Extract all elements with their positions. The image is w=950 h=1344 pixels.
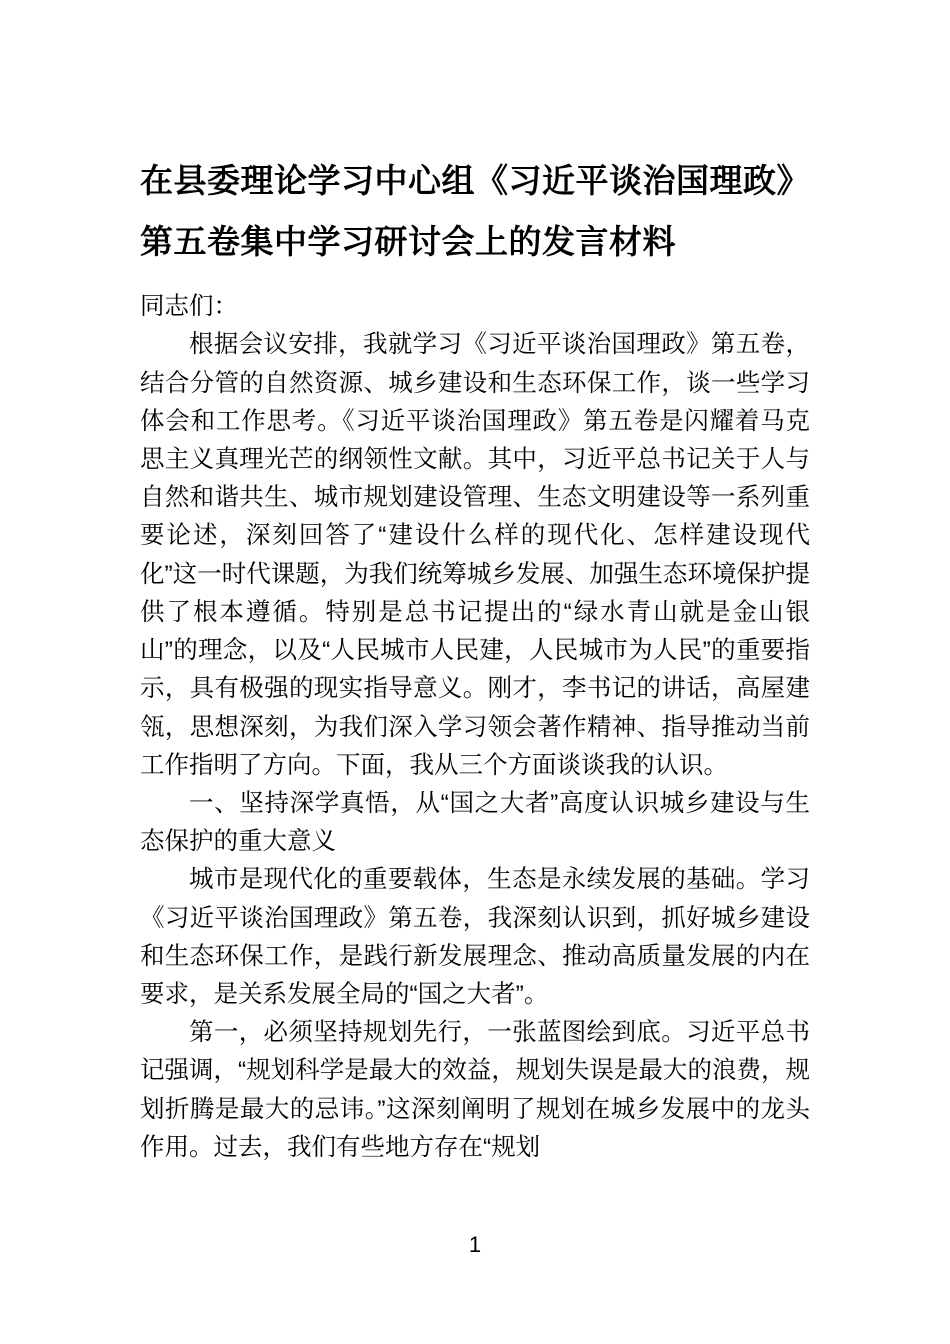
body-paragraph: 根据会议安排，我就学习《习近平谈治国理政》第五卷，结合分管的自然资源、城乡建设和生态环保工作，谈一些学习体会和工作思考。《习近平谈治国理政》第五卷是闪耀着马克思主义真理光芒的纲领性文献。其中，习近平总书记关于人与自然和谐共生、城市规划建设管理、生态文明建设等一系列重要论述，深刻回答了“建设什么样的现代化、怎样建设现代化”这一时代课题，为我们统筹城乡发展、加强生态环境保护提供了根本遵循。特别是总书记提出的“绿水青山就是金山银山”的理念，以及“人民城市人民建，人民城市为人民”的重要指示，具有极强的现实指导意义。刚才，李书记的讲话，高屋建瓴，思想深刻，为我们深入学习领会著作精神、指导推动当前工作指明了方向。下面，我从三个方面谈谈我的认识。 (140, 331, 810, 779)
body-paragraph: 第一，必须坚持规划先行，一张蓝图绘到底。习近平总书记强调，“规划科学是最大的效益，规划失误是最大的浪费，规划折腾是最大的忌讳。”这深刻阐明了规划在城乡发展中的龙头作用。过去，我们有些地方存在“规划 (140, 1019, 810, 1161)
body-paragraph: 城市是现代化的重要载体，生态是永续发展的基础。学习《习近平谈治国理政》第五卷，我深刻认识到，抓好城乡建设和生态环保工作，是践行新发展理念、推动高质量发展的内在要求，是关系发展全局的“国之大者”。 (140, 866, 810, 1009)
page-title: 在县委理论学习中心组《习近平谈治国理政》第五卷集中学习研讨会上的发言材料 (140, 162, 810, 261)
salutation: 同志们： (140, 293, 238, 321)
page-number: 1 (468, 1232, 482, 1257)
body-paragraph: 一、坚持深学真悟，从“国之大者”高度认识城乡建设与生态保护的重大意义 (140, 789, 810, 856)
